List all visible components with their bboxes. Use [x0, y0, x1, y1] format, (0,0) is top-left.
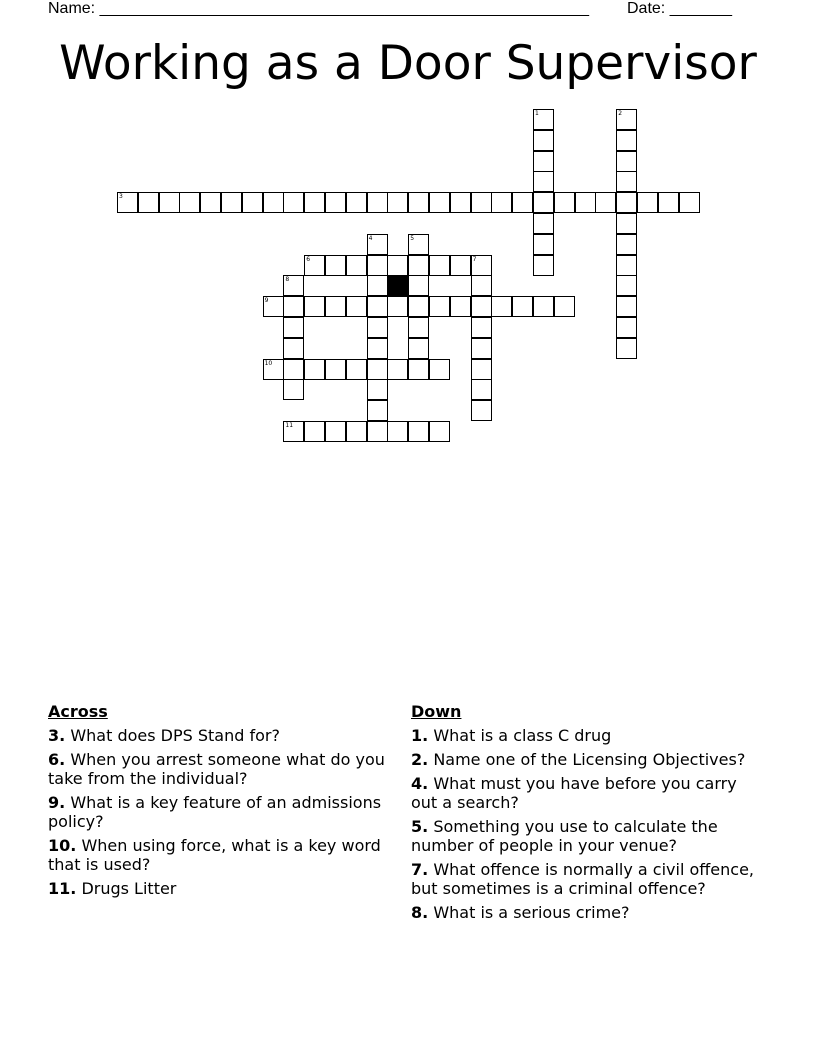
grid-cell[interactable] — [367, 296, 388, 317]
cell-number: 3 — [119, 193, 123, 201]
grid-cell[interactable] — [367, 255, 388, 276]
clue-across-10: 10. When using force, what is a key word that is used? — [48, 836, 381, 874]
grid-cell[interactable] — [533, 213, 554, 234]
grid-cell[interactable] — [616, 255, 637, 276]
grid-cell[interactable] — [304, 192, 325, 213]
grid-cell[interactable] — [367, 400, 388, 421]
grid-cell[interactable] — [533, 255, 554, 276]
clue-down-7: 7. What offence is normally a civil offence, but sometimes is a criminal offence? — [411, 860, 754, 898]
grid-cell[interactable] — [616, 338, 637, 359]
grid-cell[interactable] — [346, 359, 367, 380]
down-clues — [411, 702, 756, 927]
grid-cell[interactable] — [325, 421, 346, 442]
grid-cell[interactable] — [554, 192, 575, 213]
grid-cell[interactable] — [491, 296, 512, 317]
grid-cell[interactable] — [533, 296, 554, 317]
grid-cell[interactable] — [242, 192, 263, 213]
grid-cell[interactable] — [429, 255, 450, 276]
cell-number: 10 — [264, 359, 273, 367]
grid-cell[interactable] — [512, 192, 533, 213]
grid-cell[interactable] — [408, 359, 429, 380]
clue-down-5: 5. Something you use to calculate the number of people in your venue? — [411, 817, 718, 855]
name-field-line: Name: _______________________________________________________ — [48, 0, 589, 17]
grid-cell[interactable] — [263, 192, 284, 213]
grid-cell[interactable] — [471, 192, 492, 213]
grid-cell[interactable] — [658, 192, 679, 213]
grid-cell[interactable] — [471, 400, 492, 421]
cell-number: 2 — [618, 110, 623, 117]
grid-cell[interactable] — [408, 317, 429, 338]
grid-cell[interactable] — [367, 359, 388, 380]
grid-cell[interactable] — [429, 296, 450, 317]
grid-cell[interactable] — [616, 317, 637, 338]
cell-number: 7 — [472, 255, 477, 263]
grid-cell[interactable] — [325, 296, 346, 317]
grid-cell[interactable] — [595, 192, 616, 213]
grid-cell[interactable] — [533, 234, 554, 255]
grid-cell[interactable] — [346, 255, 367, 276]
grid-cell[interactable] — [471, 359, 492, 380]
grid-cell[interactable] — [616, 171, 637, 192]
grid-cell[interactable] — [429, 359, 450, 380]
grid-cell[interactable] — [200, 192, 221, 213]
grid-cell[interactable] — [616, 296, 637, 317]
grid-cell[interactable] — [408, 338, 429, 359]
across-clues — [48, 702, 398, 903]
clue-across-9: 9. What is a key feature of an admissions policy? — [48, 793, 382, 831]
grid-cell[interactable] — [408, 275, 429, 296]
grid-cell[interactable] — [367, 338, 388, 359]
date-field-line: Date: _______ — [627, 0, 732, 17]
grid-cell[interactable] — [533, 130, 554, 151]
grid-cell[interactable] — [367, 275, 388, 296]
cell-number: 4 — [368, 234, 373, 242]
clue-down-4: 4. What must you have before you carry out a search? — [411, 774, 737, 812]
grid-cell[interactable] — [429, 192, 450, 213]
grid-cell[interactable] — [221, 192, 242, 213]
grid-cell[interactable] — [471, 338, 492, 359]
grid-cell[interactable] — [450, 255, 471, 276]
grid-cell[interactable] — [346, 296, 367, 317]
grid-cell[interactable] — [408, 192, 429, 213]
grid-cell[interactable] — [471, 379, 492, 400]
grid-cell[interactable] — [367, 421, 388, 442]
grid-cell[interactable] — [616, 275, 637, 296]
grid-cell[interactable] — [304, 359, 325, 380]
grid-cell[interactable] — [283, 359, 304, 380]
grid-cell[interactable] — [387, 296, 408, 317]
cell-number: 5 — [410, 234, 415, 242]
grid-cell[interactable] — [367, 317, 388, 338]
grid-cell[interactable] — [325, 359, 346, 380]
grid-cell[interactable] — [367, 192, 388, 213]
grid-cell[interactable] — [346, 192, 367, 213]
grid-cell[interactable] — [512, 296, 533, 317]
clue-across-11: 11. Drugs Litter — [48, 879, 177, 898]
grid-cell[interactable] — [471, 296, 492, 317]
cell-number: 11 — [285, 422, 294, 429]
grid-cell[interactable] — [533, 171, 554, 192]
grid-cell[interactable] — [616, 213, 637, 234]
cell-number: 9 — [264, 297, 269, 305]
crossword-grid — [0, 0, 816, 470]
grid-cell[interactable] — [471, 317, 492, 338]
grid-cell[interactable] — [179, 192, 200, 213]
grid-cell[interactable] — [367, 379, 388, 400]
grid-cell[interactable] — [471, 275, 492, 296]
grid-cell[interactable] — [138, 192, 159, 213]
grid-cell[interactable] — [304, 421, 325, 442]
grid-cell[interactable] — [408, 255, 429, 276]
grid-cell[interactable] — [387, 421, 408, 442]
grid-cell[interactable] — [283, 317, 304, 338]
clue-down-2: 2. Name one of the Licensing Objectives? — [411, 750, 746, 769]
puzzle-title: Working as a Door Supervisor — [59, 36, 757, 91]
cell-number: 6 — [306, 255, 311, 263]
grid-cell[interactable] — [533, 151, 554, 172]
grid-cell[interactable] — [491, 192, 512, 213]
grid-cell[interactable] — [346, 421, 367, 442]
clue-down-8: 8. What is a serious crime? — [411, 903, 630, 922]
grid-cell[interactable] — [450, 192, 471, 213]
grid-cell[interactable] — [616, 234, 637, 255]
clue-down-1: 1. What is a class C drug — [411, 726, 612, 745]
grid-cell[interactable] — [408, 296, 429, 317]
grid-cell[interactable] — [616, 130, 637, 151]
grid-cell[interactable] — [304, 296, 325, 317]
grid-cell[interactable] — [429, 421, 450, 442]
grid-cell[interactable] — [533, 192, 554, 213]
grid-cell[interactable] — [637, 192, 658, 213]
grid-cell[interactable] — [387, 192, 408, 213]
grid-cell[interactable] — [575, 192, 596, 213]
grid-block — [387, 275, 408, 296]
grid-cell[interactable] — [387, 359, 408, 380]
cell-number: 8 — [285, 276, 290, 284]
grid-cell[interactable] — [159, 192, 180, 213]
grid-cell[interactable] — [283, 296, 304, 317]
grid-cell[interactable] — [450, 296, 471, 317]
grid-cell[interactable] — [408, 421, 429, 442]
grid-cell[interactable] — [283, 192, 304, 213]
grid-cell[interactable] — [616, 151, 637, 172]
across-heading: Across — [48, 702, 108, 721]
down-heading: Down — [411, 702, 462, 721]
grid-cell[interactable] — [325, 192, 346, 213]
grid-cell[interactable] — [616, 192, 637, 213]
cell-number: 1 — [535, 110, 539, 117]
clue-across-3: 3. What does DPS Stand for? — [48, 726, 280, 745]
grid-cell[interactable] — [387, 255, 408, 276]
clue-across-6: 6. When you arrest someone what do you take from the individual? — [48, 750, 385, 788]
grid-cell[interactable] — [283, 338, 304, 359]
grid-cell[interactable] — [554, 296, 575, 317]
grid-cell[interactable] — [325, 255, 346, 276]
grid-cell[interactable] — [679, 192, 700, 213]
grid-cell[interactable] — [283, 379, 304, 400]
